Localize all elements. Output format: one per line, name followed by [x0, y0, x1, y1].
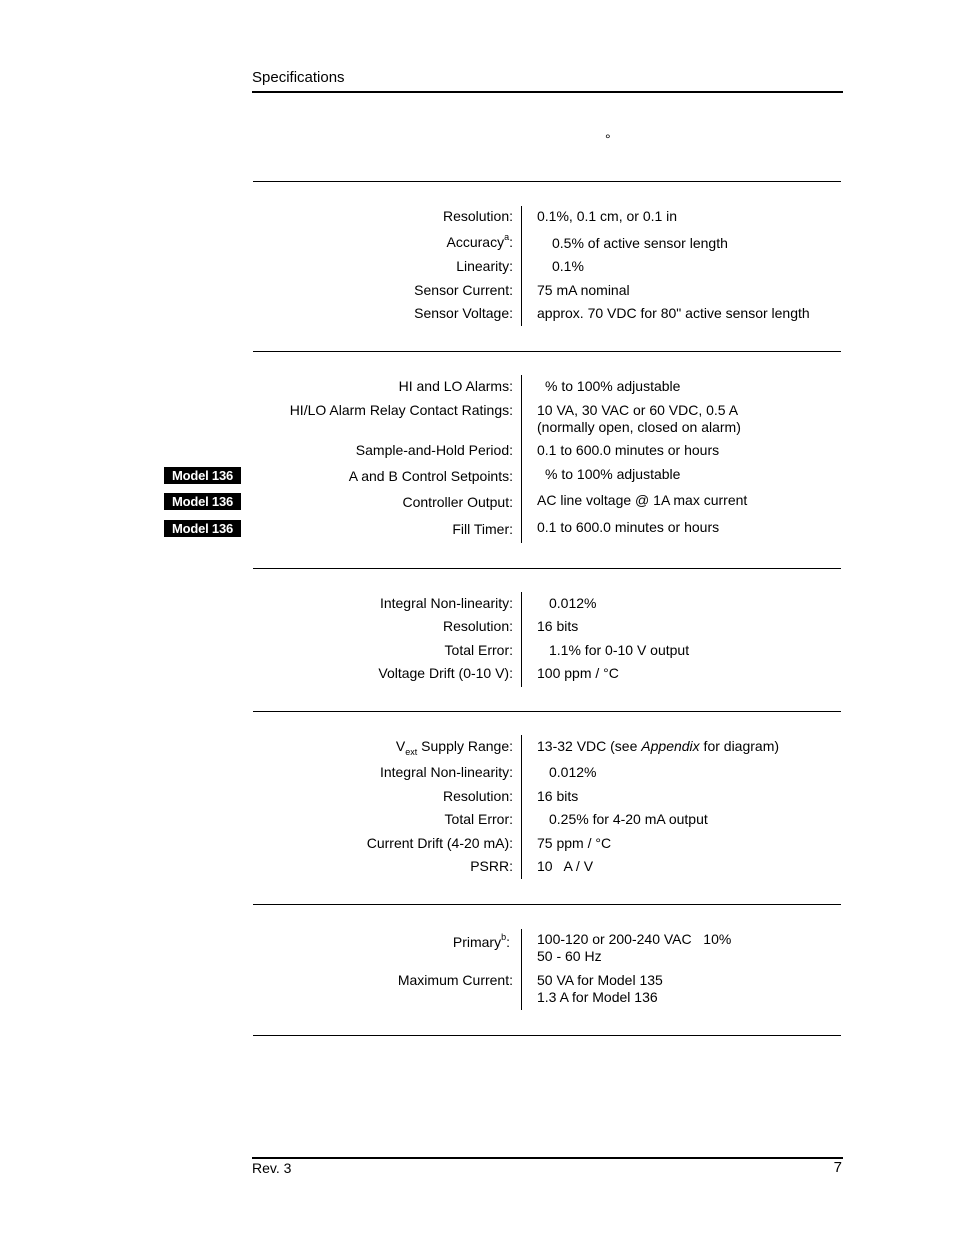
- footnote-marker-b: b: [501, 932, 507, 943]
- header-rule: [252, 91, 843, 93]
- sensor-accuracy-value: 0.5% of active sensor length: [552, 235, 728, 251]
- voltage-resolution-value: 16 bits: [537, 618, 579, 634]
- primary-power-value-1: 100-120 or 200-240 VAC 10%: [537, 931, 732, 947]
- sensor-current-value: 75 mA nominal: [537, 282, 630, 298]
- controller-output-label: Controller Output:: [402, 494, 513, 510]
- vext-supply-range-label: $V_{ext}$ Supply Range:: [395, 738, 513, 757]
- fill-timer-value: 0.1 to 600.0 minutes or hours: [537, 519, 720, 535]
- section-rule-current-output: [253, 711, 841, 712]
- fill-timer-label: Fill Timer:: [452, 521, 513, 537]
- current-total-error-value: 0.25% for 4-20 mA output: [549, 811, 708, 827]
- sample-hold-label: Sample-and-Hold Period:: [355, 442, 513, 458]
- header-title: Specifications: [252, 69, 345, 86]
- voltage-drift-value: 100 ppm / °C: [537, 665, 619, 681]
- voltage-total-error-value: 1.1% for 0-10 V output: [549, 642, 690, 658]
- hilo-alarms-value: % to 100% adjustable: [545, 378, 681, 394]
- voltage-total-error-label: Total Error:: [444, 642, 513, 658]
- current-total-error-label: Total Error:: [444, 811, 513, 827]
- section-divider-voltage-output: [521, 592, 522, 687]
- current-drift-value: 75 ppm / °C: [537, 835, 612, 851]
- sample-hold-value: 0.1 to 600.0 minutes or hours: [537, 442, 720, 458]
- maximum-current-value-1: 50 VA for Model 135: [537, 972, 663, 988]
- sensor-resolution-label: Resolution:: [442, 208, 513, 224]
- sensor-voltage-value: approx. 70 VDC for 80" active sensor length: [537, 305, 810, 321]
- maximum-current-value-2: 1.3 A for Model 136: [537, 989, 658, 1005]
- relay-ratings-value-2: (normally open, closed on alarm): [537, 419, 741, 435]
- section-rule-alarms: [253, 351, 841, 352]
- model-136-badge: Model 136: [164, 467, 241, 484]
- sensor-current-label: Sensor Current:: [414, 282, 513, 298]
- sensor-resolution-value: 0.1%, 0.1 cm, or 0.1 in: [537, 208, 678, 224]
- relay-ratings-label: HI/LO Alarm Relay Contact Ratings:: [289, 402, 513, 418]
- section-rule-voltage-output: [253, 568, 841, 569]
- control-setpoints-label: A and B Control Setpoints:: [348, 468, 513, 484]
- footnote-marker-a: a: [504, 232, 510, 243]
- psrr-label: PSRR:: [470, 858, 513, 874]
- section-rule-sensor: [253, 181, 841, 182]
- section-divider-current-output: [521, 735, 522, 879]
- sensor-accuracy-label: Accuracy$^a$:: [446, 232, 513, 250]
- current-resolution-value: 16 bits: [537, 788, 579, 804]
- maximum-current-label: Maximum Current:: [397, 972, 513, 988]
- current-drift-label: Current Drift (4-20 mA):: [366, 835, 513, 851]
- primary-power-label: Primary$^b$:: [452, 932, 510, 950]
- hilo-alarms-label: HI and LO Alarms:: [398, 378, 513, 394]
- voltage-resolution-label: Resolution:: [442, 618, 513, 634]
- controller-output-value: AC line voltage @ 1A max current: [537, 492, 748, 508]
- voltage-inl-value: 0.012%: [549, 595, 597, 611]
- section-divider-power: [521, 929, 522, 1010]
- relay-ratings-value-1: 10 VA, 30 VAC or 60 VDC, 0.5 A: [537, 402, 739, 418]
- sensor-voltage-label: Sensor Voltage:: [414, 305, 513, 321]
- section-rule-end: [253, 1035, 841, 1036]
- psrr-value: 10 A / V: [537, 858, 594, 874]
- model-136-badge: Model 136: [164, 493, 241, 510]
- voltage-inl-label: Integral Non-linearity:: [379, 595, 513, 611]
- model-136-badge: Model 136: [164, 520, 241, 537]
- current-inl-label: Integral Non-linearity:: [379, 764, 513, 780]
- section-divider-alarms: [521, 375, 522, 543]
- primary-power-value-2: 50 - 60 Hz: [537, 948, 602, 964]
- section-divider-sensor: [521, 206, 522, 326]
- vext-supply-range-value: 13-32 VDC (see Appendix for diagram): [537, 738, 780, 754]
- current-resolution-label: Resolution:: [442, 788, 513, 804]
- control-setpoints-value: % to 100% adjustable: [545, 466, 681, 482]
- degree-symbol: °: [605, 131, 611, 147]
- sensor-linearity-value: 0.1%: [552, 258, 584, 274]
- page-number: 7: [833, 1159, 842, 1176]
- sensor-linearity-label: Linearity:: [456, 258, 513, 274]
- footer-revision: Rev. 3: [252, 1160, 292, 1176]
- current-inl-value: 0.012%: [549, 764, 597, 780]
- footer-rule: [252, 1157, 843, 1159]
- voltage-drift-label: Voltage Drift (0-10 V):: [378, 665, 513, 681]
- section-rule-power: [253, 904, 841, 905]
